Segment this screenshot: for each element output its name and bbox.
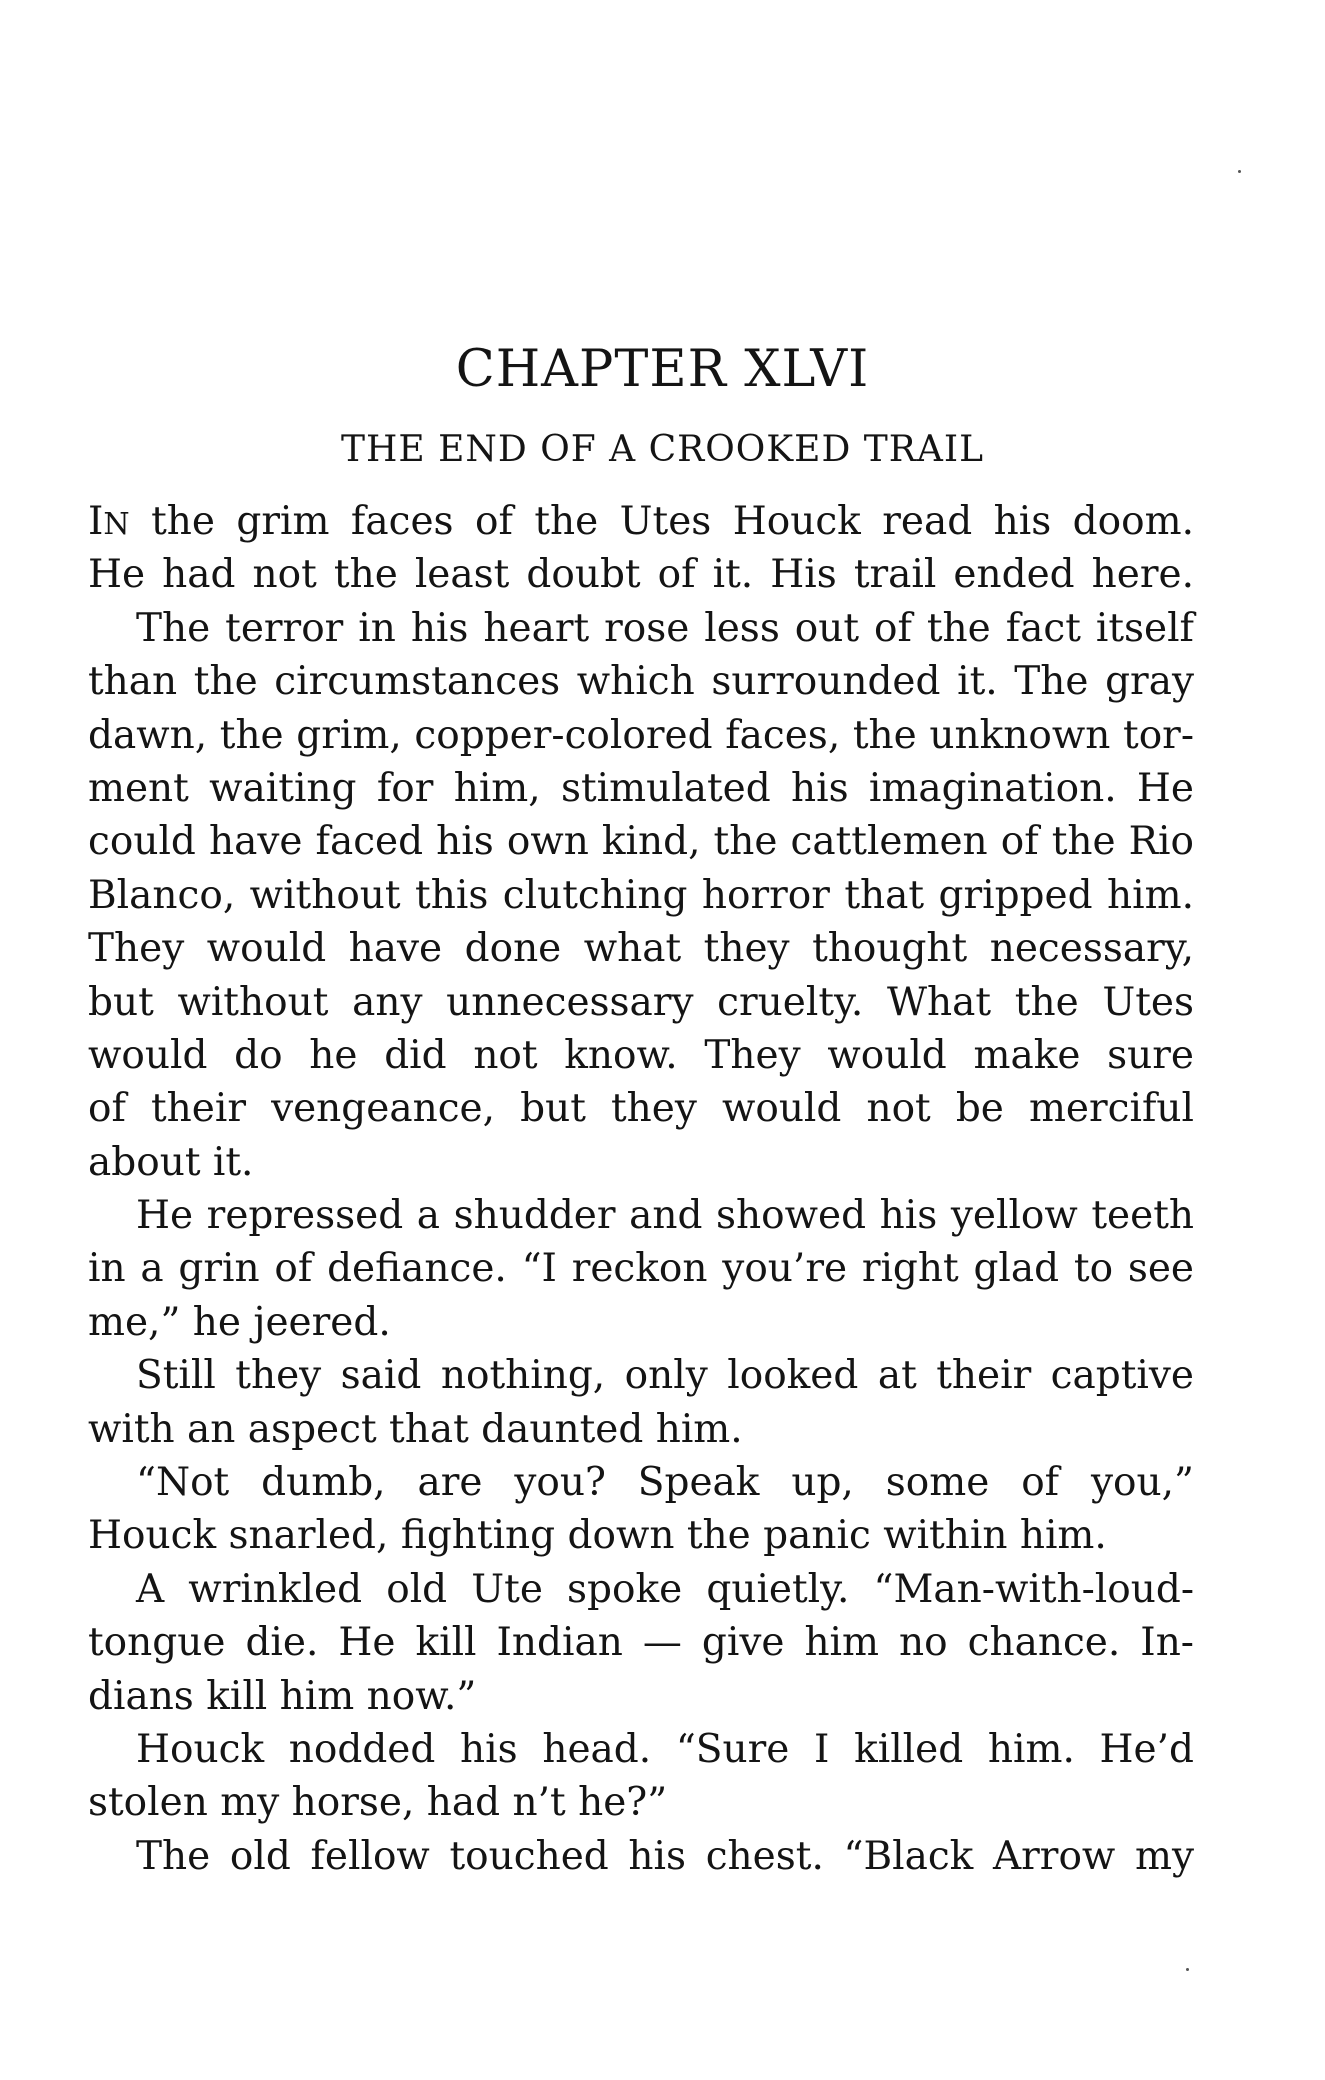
dropcap-letter: I [88, 499, 104, 544]
text-line-1-content: the grim faces of the Utes Houck read his doom. [129, 499, 1194, 544]
text-line-12: of their vengeance, but they would not be merciful [88, 1086, 1194, 1132]
print-speck [1238, 170, 1241, 173]
text-line-13: about it. [88, 1139, 254, 1185]
text-line-18: with an aspect that daunted him. [88, 1406, 743, 1452]
text-line-5: dawn, the grim, copper-colored faces, the unknown tor- [88, 712, 1194, 758]
text-line-14: He repressed a shudder and showed his yellow teeth [136, 1193, 1194, 1239]
dropcap-smallcaps: N [103, 507, 130, 542]
text-line-19: “Not dumb, are you? Speak up, some of you,” [136, 1460, 1194, 1506]
text-line-10: but without any unnecessary cruelty. What the Utes [88, 979, 1194, 1025]
text-line-20: Houck snarled, fighting down the panic within him. [88, 1513, 1107, 1559]
text-line-8: Blanco, without this clutching horror that gripped him. [88, 872, 1194, 918]
text-line-11: would do he did not know. They would make sure [88, 1032, 1194, 1078]
body-text [88, 495, 1194, 1883]
chapter-number: CHAPTER XLVI [455, 340, 870, 399]
text-line-9: They would have done what they thought necessary, [88, 926, 1194, 972]
text-line-1 [88, 495, 1194, 548]
chapter-title: THE END OF A CROOKED TRAIL [341, 429, 984, 470]
text-line-2: He had not the least doubt of it. His trail ended here. [88, 552, 1194, 598]
text-line-26: The old fellow touched his chest. “Black Arrow my [136, 1833, 1194, 1879]
text-line-22: tongue die. He kill Indian — give him no chance. In- [88, 1620, 1194, 1666]
text-line-23: dians kill him now.” [88, 1673, 477, 1719]
text-line-16: me,” he jeered. [88, 1299, 391, 1345]
text-line-4: than the circumstances which surrounded it. The gray [88, 659, 1194, 705]
text-line-6: ment waiting for him, stimulated his imagination. He [88, 765, 1194, 811]
text-line-21: A wrinkled old Ute spoke quietly. “Man-with-loud- [136, 1566, 1194, 1612]
text-line-17: Still they said nothing, only looked at their captive [136, 1353, 1194, 1399]
text-line-25: stolen my horse, had n’t he?” [88, 1780, 668, 1826]
text-line-24: Houck nodded his head. “Sure I killed him. He’d [136, 1726, 1194, 1772]
text-line-3: The terror in his heart rose less out of the fact itself [136, 605, 1194, 651]
text-line-15: in a grin of defiance. “I reckon you’re right glad to see [88, 1246, 1194, 1292]
text-line-7: could have faced his own kind, the cattlemen of the Rio [88, 819, 1194, 865]
print-speck [1186, 1968, 1189, 1971]
